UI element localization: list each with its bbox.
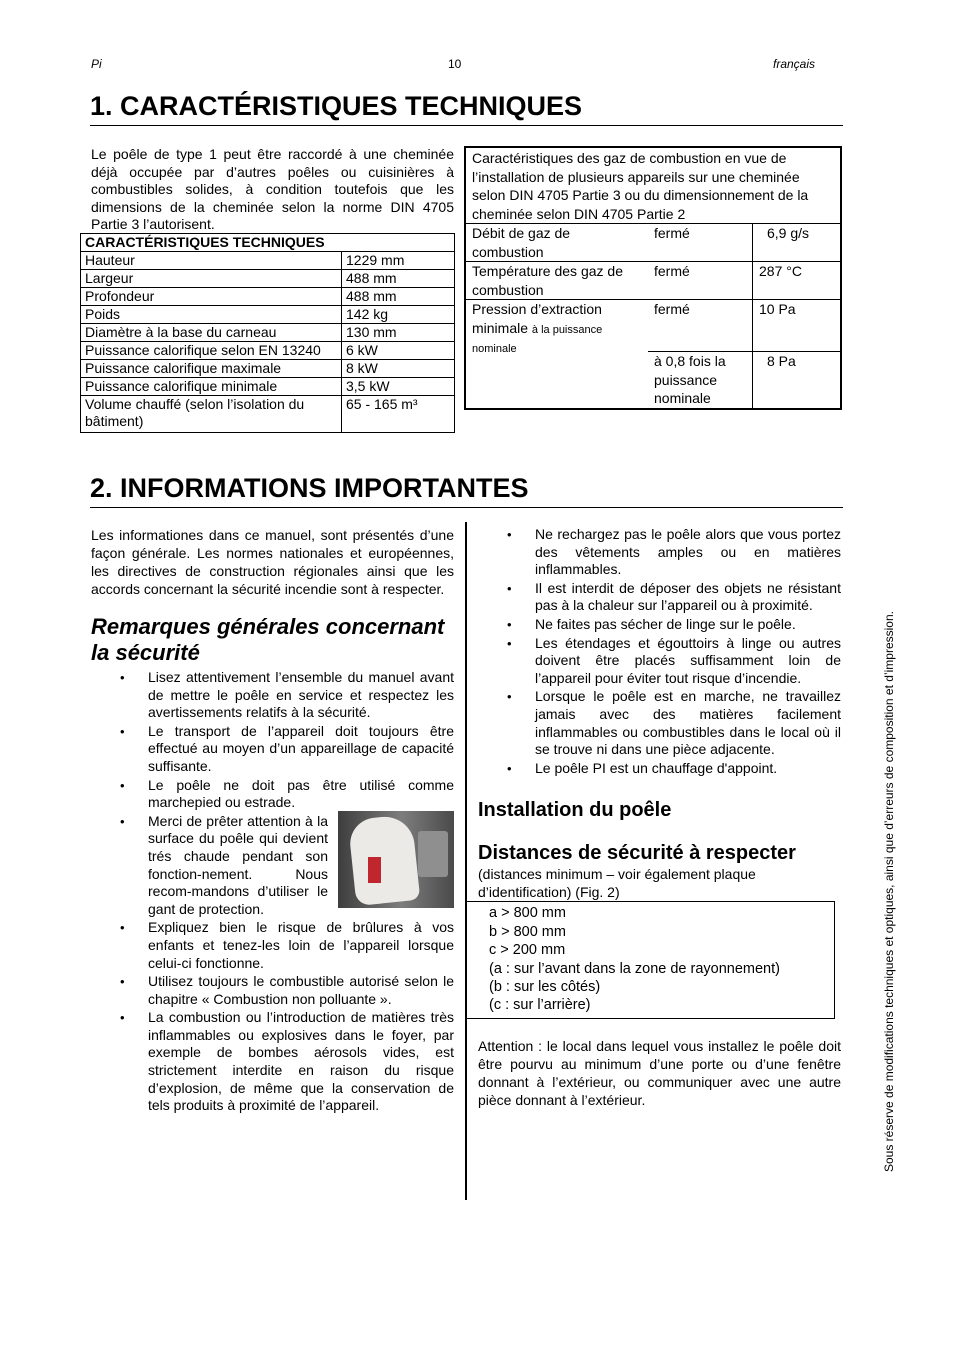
distances-note: (distances minimum – voir également plaque d’identification) (Fig. 2) bbox=[478, 866, 756, 901]
sidebar-disclaimer: Sous réserve de modifications techniques et optiques, ainsi que d’erreurs de composition et d’impression. bbox=[882, 611, 896, 1172]
spec-table-title: CARACTÉRISTIQUES TECHNIQUES bbox=[81, 234, 455, 252]
sec2-intro: Les informationes dans ce manuel, sont présentés d’une façon générale. Les normes nationales et européennes, les directives de construction régionales ainsi que les accords concernant la sécurité incendie sont à respecter. bbox=[91, 527, 454, 597]
distances-box: a > 800 mm b > 800 mm c > 200 mm (a : sur l’avant dans la zone de rayonnement) (b : sur les côtés) (c : sur l’arrière) bbox=[466, 901, 835, 1018]
table-row: Largeur 488 mm bbox=[81, 270, 455, 288]
column-divider bbox=[465, 522, 467, 1200]
list-item: • Merci de prêter attention à la surface du poêle qui devient trés chaude pendant son fonction-nement. Nous recom-mandons d’utiliser le gant de protection. bbox=[148, 813, 454, 919]
glove-label-icon bbox=[368, 857, 381, 883]
table-row: Pression d’extraction minimale à la puissance nominale fermé 10 Pa bbox=[465, 300, 841, 352]
list-item: • Lorsque le poêle est en marche, ne travaillez jamais avec des matières facilement inflammables ou combustibles dans le local où il se trouve ni dans une pièce adjacente. bbox=[535, 688, 841, 758]
table-row: Diamètre à la base du carneau 130 mm bbox=[81, 324, 455, 342]
list-item: • Il est interdit de déposer des objets ne résistant pas à la chaleur sur l’appareil ou à proximité. bbox=[535, 580, 841, 615]
table-row: Volume chauffé (selon l’isolation du bâtiment) 65 - 165 m³ bbox=[81, 396, 455, 433]
table-row: Température des gaz de combustion fermé 287 °C bbox=[465, 262, 841, 300]
table-row: Poids 142 kg bbox=[81, 306, 455, 324]
safety-list bbox=[148, 669, 454, 1115]
table-row: Hauteur 1229 mm bbox=[81, 252, 455, 270]
list-item: • Le transport de l’appareil doit toujours être effectué au moyen d’un appareillage de capacité suffisante. bbox=[148, 723, 454, 776]
glove-photo bbox=[338, 811, 454, 908]
table-row: Puissance calorifique maximale 8 kW bbox=[81, 360, 455, 378]
right-column bbox=[478, 526, 841, 1109]
spec-table bbox=[80, 233, 455, 433]
section-1-title: 1. CARACTÉRISTIQUES TECHNIQUES bbox=[90, 91, 843, 126]
page-number: 10 bbox=[448, 57, 462, 71]
safety-list-right bbox=[535, 526, 841, 777]
safety-heading: Remarques générales concernant la sécurité bbox=[91, 614, 445, 665]
table-row: Puissance calorifique selon EN 13240 6 kW bbox=[81, 342, 455, 360]
section-2-title: 2. INFORMATIONS IMPORTANTES bbox=[90, 473, 843, 508]
table-row: Débit de gaz de combustion fermé 6,9 g/s bbox=[465, 224, 841, 262]
list-item: • Ne faites pas sécher de linge sur le poêle. bbox=[535, 616, 841, 634]
flue-gas-table bbox=[464, 146, 842, 410]
list-item: • Ne rechargez pas le poêle alors que vous portez des vêtements amples ou en matières inflammables. bbox=[535, 526, 841, 579]
table-row: Puissance calorifique minimale 3,5 kW bbox=[81, 378, 455, 396]
table-row: Profondeur 488 mm bbox=[81, 288, 455, 306]
flue-gas-title: Caractéristiques des gaz de combustion en vue de l’installation de plusieurs appareils sur une cheminée selon DIN 4705 Partie 3 ou du dimensionnement de la cheminée selon DIN 4705 Partie 2 bbox=[465, 147, 841, 224]
table-row: à 0,8 fois la puissance nominale 8 Pa bbox=[465, 352, 841, 409]
list-item: • Le poêle ne doit pas être utilisé comme marchepied ou estrade. bbox=[148, 777, 454, 812]
header-doc-name: Pi bbox=[91, 57, 102, 71]
list-item: • Le poêle PI est un chauffage d'appoint. bbox=[535, 760, 841, 778]
list-item: • Utilisez toujours le combustible autorisé selon le chapitre « Combustion non polluante ». bbox=[148, 973, 454, 1008]
header-language: français bbox=[773, 57, 816, 71]
distances-heading: Distances de sécurité à respecter bbox=[478, 842, 796, 865]
installation-heading: Installation du poêle bbox=[478, 799, 672, 822]
list-item: • Expliquez bien le risque de brûlures à vos enfants et tenez-les loin de l’appareil lorsque celui-ci fonctionne. bbox=[148, 919, 454, 972]
list-item: • Lisez attentivement l’ensemble du manuel avant de mettre le poêle en service et respectez les avertissements relatifs à la sécurité. bbox=[148, 669, 454, 722]
left-column bbox=[91, 526, 454, 1116]
attention-note: Attention : le local dans lequel vous installez le poêle doit être pourvu au minimum d’une porte ou d’une fenêtre donnant à l’extérieur, ou communiquer avec une autre pièce donnant à l’extérieur. bbox=[478, 1037, 841, 1108]
list-item: • Les étendages et égouttoirs à linge ou autres doivent être placés suffisamment loin de l’appareil pour éviter tout risque d’incendie. bbox=[535, 635, 841, 688]
sec1-intro: Le poêle de type 1 peut être raccordé à une cheminée déjà occupée par d’autres poêles ou cuisinières à combustibles solides, à condition toutefois que les dimensions de la cheminée selon la norme DIN 4705 Partie 3 l’autorisent. bbox=[91, 146, 454, 232]
list-item: • La combustion ou l’introduction de matières très inflammables ou explosives dans le foyer, par exemple de bombes aérosols vides, est strictement interdite en raison du risque d’explosion, de même que la conservation de tels produits à proximité de l’appareil. bbox=[148, 1009, 454, 1115]
